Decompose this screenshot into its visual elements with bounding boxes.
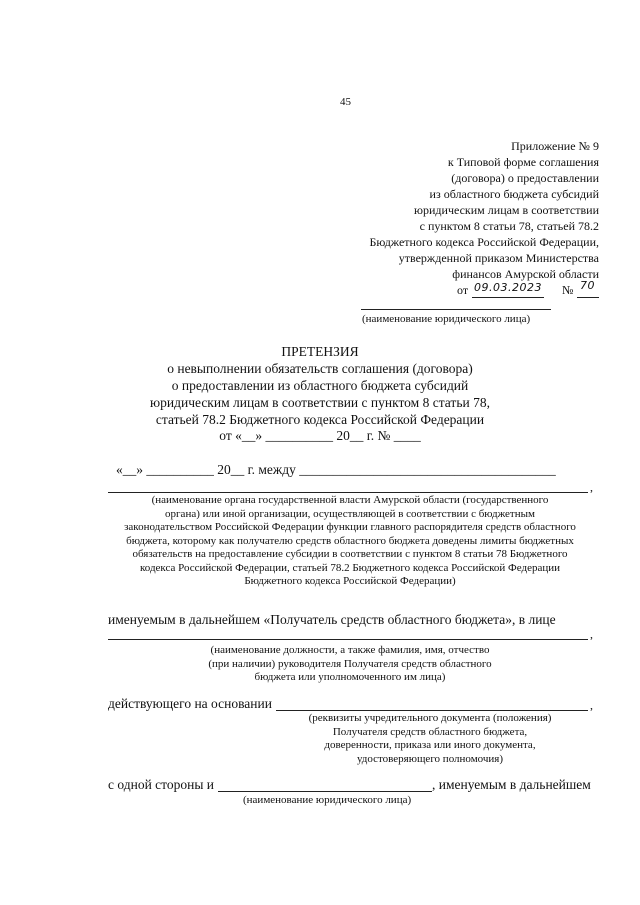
caption-line: доверенности, приказа или иного документа, <box>324 739 536 751</box>
appendix-line: утвержденной приказом Министерства <box>398 251 599 265</box>
caption-line: бюджета или уполномоченного им лица) <box>254 671 446 683</box>
date-underline <box>472 297 544 298</box>
hereinafter-text: , именуемым в дальнейшем <box>432 777 591 792</box>
legal-entity-line <box>361 309 551 310</box>
organization-line <box>108 492 588 493</box>
legal-entity-caption: (наименование юридического лица) <box>362 313 531 325</box>
basis-caption <box>280 712 580 766</box>
appendix-line: с пунктом 8 статьи 78, статьей 78.2 <box>419 219 599 233</box>
handwritten-number: 70 <box>580 279 595 292</box>
counterparty-line <box>218 791 432 792</box>
caption-line: обязательств на предоставление субсидии в соответствии с пунктом 8 статьи 78 Бюджетного <box>132 548 568 560</box>
document-date-line: от «__» __________ 20__ г. № ____ <box>219 428 421 443</box>
number-prefix: № <box>562 283 574 297</box>
appendix-line: юридическим лицам в соответствии <box>414 203 599 217</box>
basis-text: действующего на основании <box>108 696 272 711</box>
caption-line: законодательством Российской Федерации функции главного распорядителя средств областного <box>124 521 576 533</box>
subtitle-line: статьей 78.2 Бюджетного кодекса Российской Федерации <box>155 412 485 427</box>
caption-line: Бюджетного кодекса Российской Федерации) <box>244 575 456 587</box>
position-caption <box>150 644 550 685</box>
appendix-line: Приложение № 9 <box>511 139 599 153</box>
caption-line: бюджета, которому как получателю средств областного бюджета доведены лимиты бюджетных <box>126 534 574 547</box>
organization-caption <box>100 494 600 589</box>
appendix-line: из областного бюджета субсидий <box>429 187 599 201</box>
caption-line: (наименование должности, а также фамилия, имя, отчество <box>210 644 490 656</box>
subtitle-line: юридическим лицам в соответствии с пунктом 8 статьи 78, <box>150 395 490 410</box>
appendix-line: Бюджетного кодекса Российской Федерации, <box>369 235 599 249</box>
comma: , <box>590 627 593 641</box>
one-side-text: с одной стороны и <box>108 777 215 792</box>
bottom-caption: (наименование юридического лица) <box>243 794 412 806</box>
subtitle-line: о предоставлении из областного бюджета субсидий <box>171 378 469 393</box>
handwritten-date: 09.03.2023 <box>474 281 542 294</box>
caption-line: удостоверяющего полномочия) <box>356 752 504 765</box>
caption-line: кодекса Российской Федерации, статьей 78.2 Бюджетного кодекса Российской Федерации <box>139 561 560 574</box>
appendix-line: к Типовой форме соглашения <box>447 155 599 169</box>
appendix-line: финансов Амурской области <box>452 267 599 281</box>
caption-line: органа) или иной организации, осуществляющей в соответствии с бюджетным <box>165 507 535 520</box>
number-underline <box>577 297 599 298</box>
caption-line: (при наличии) руководителя Получателя средств областного <box>208 657 492 670</box>
comma: , <box>590 480 593 494</box>
caption-line: (реквизиты учредительного документа (положения) <box>308 712 552 724</box>
date-prefix: от <box>457 283 469 297</box>
position-line <box>108 639 588 640</box>
appendix-line: (договора) о предоставлении <box>451 171 599 185</box>
recipient-line: именуемым в дальнейшем «Получатель средств областного бюджета», в лице <box>108 612 556 627</box>
page-number: 45 <box>340 96 351 108</box>
subtitle-line: о невыполнении обязательств соглашения (договора) <box>167 361 473 376</box>
comma: , <box>590 698 593 712</box>
caption-line: (наименование органа государственной власти Амурской области (государственного <box>151 494 549 506</box>
caption-line: Получателя средств областного бюджета, <box>332 725 528 738</box>
between-line: «__» __________ 20__ г. между ______________________________________ <box>116 462 556 477</box>
document-title: ПРЕТЕНЗИЯ <box>281 344 359 359</box>
basis-line <box>276 710 588 711</box>
